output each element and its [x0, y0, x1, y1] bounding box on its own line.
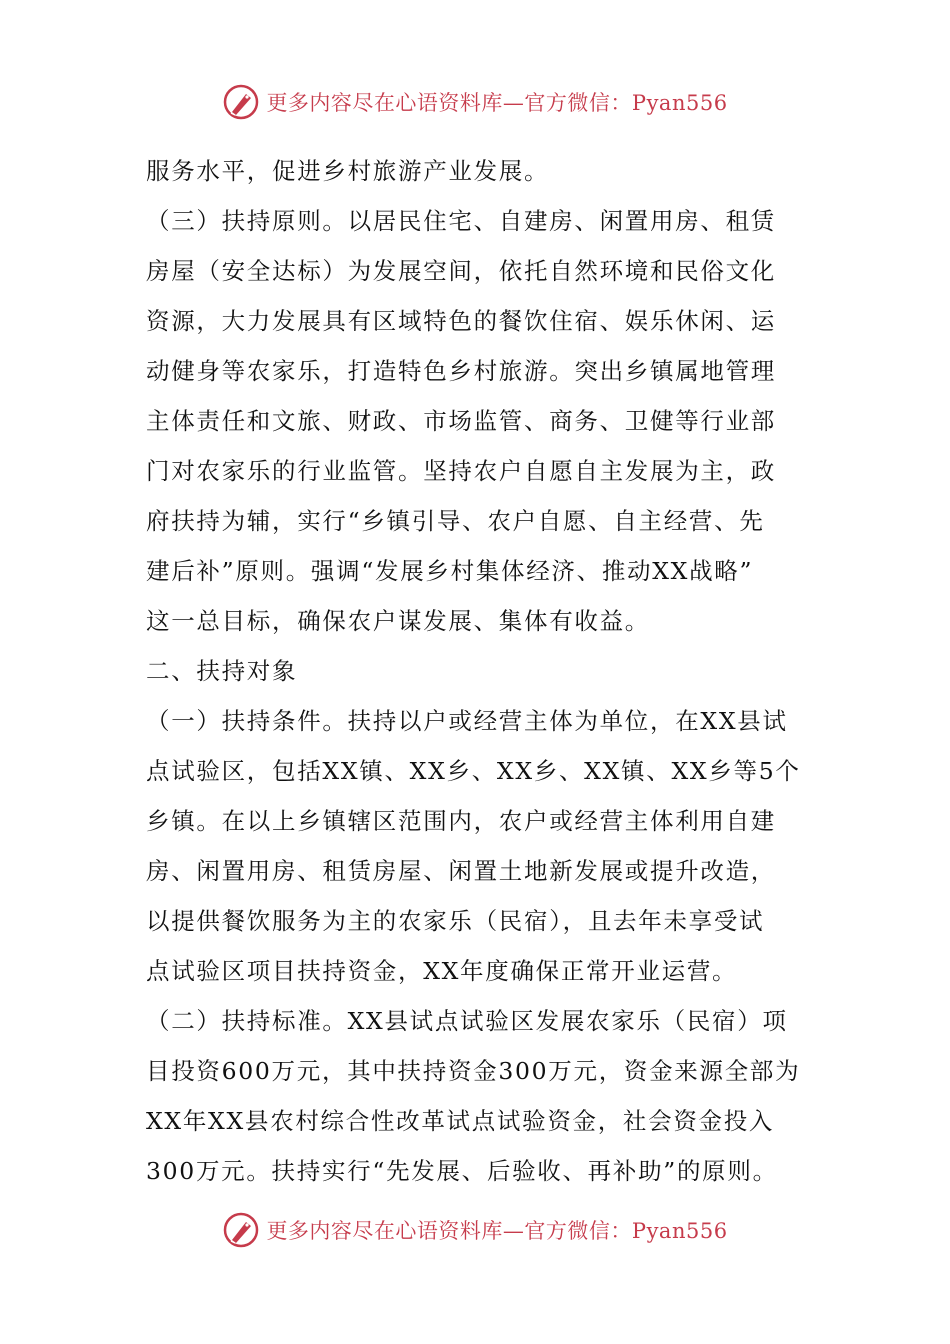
section-heading: 二、扶持对象 — [146, 657, 298, 685]
text-line: XX年XX县农村综合性改革试点试验资金，社会资金投入 — [146, 1107, 775, 1135]
text-line: 以提供餐饮服务为主的农家乐（民宿），且去年未享受试 — [146, 907, 765, 935]
header-banner — [0, 80, 950, 124]
text-line: 资源，大力发展具有区域特色的餐饮住宿、娱乐休闲、运 — [146, 307, 776, 335]
text-line: （三）扶持原则。以居民住宅、自建房、闲置用房、租赁 — [146, 207, 776, 235]
pen-nib-logo-icon — [222, 1211, 260, 1249]
text-line: 动健身等农家乐，打造特色乡村旅游。突出乡镇属地管理 — [146, 357, 776, 385]
text-line: 房屋（安全达标）为发展空间，依托自然环境和民俗文化 — [146, 257, 776, 285]
text-line: 这一总目标，确保农户谋发展、集体有收益。 — [146, 607, 650, 635]
pen-nib-logo-icon — [222, 83, 260, 121]
text-line: 300万元。扶持实行“先发展、后验收、再补助”的原则。 — [146, 1157, 778, 1185]
text-line: 点试验区，包括XX镇、XX乡、XX乡、XX镇、XX乡等5个 — [146, 757, 801, 785]
header-banner-text: 更多内容尽在心语资料库—官方微信：Pyan556 — [266, 91, 728, 115]
text-line: （一）扶持条件。扶持以户或经营主体为单位，在XX县试 — [146, 707, 788, 735]
text-line: 房、闲置用房、租赁房屋、闲置土地新发展或提升改造， — [146, 857, 776, 885]
text-line: 门对农家乐的行业监管。坚持农户自愿自主发展为主，政 — [146, 457, 776, 485]
text-line: （二）扶持标准。XX县试点试验区发展农家乐（民宿）项 — [146, 1007, 788, 1035]
text-line: 府扶持为辅，实行“乡镇引导、农户自愿、自主经营、先 — [146, 507, 765, 535]
text-line: 点试验区项目扶持资金，XX年度确保正常开业运营。 — [146, 957, 738, 985]
text-line: 乡镇。在以上乡镇辖区范围内，农户或经营主体利用自建 — [146, 807, 776, 835]
text-line: 目投资600万元，其中扶持资金300万元，资金来源全部为 — [146, 1057, 801, 1085]
text-line: 服务水平，促进乡村旅游产业发展。 — [146, 157, 550, 185]
text-line: 主体责任和文旅、财政、市场监管、商务、卫健等行业部 — [146, 407, 776, 435]
text-line: 建后补”原则。强调“发展乡村集体经济、推动XX战略” — [146, 557, 754, 585]
document-body — [146, 146, 808, 1196]
footer-banner — [0, 1208, 950, 1252]
footer-banner-text: 更多内容尽在心语资料库—官方微信：Pyan556 — [266, 1219, 728, 1243]
